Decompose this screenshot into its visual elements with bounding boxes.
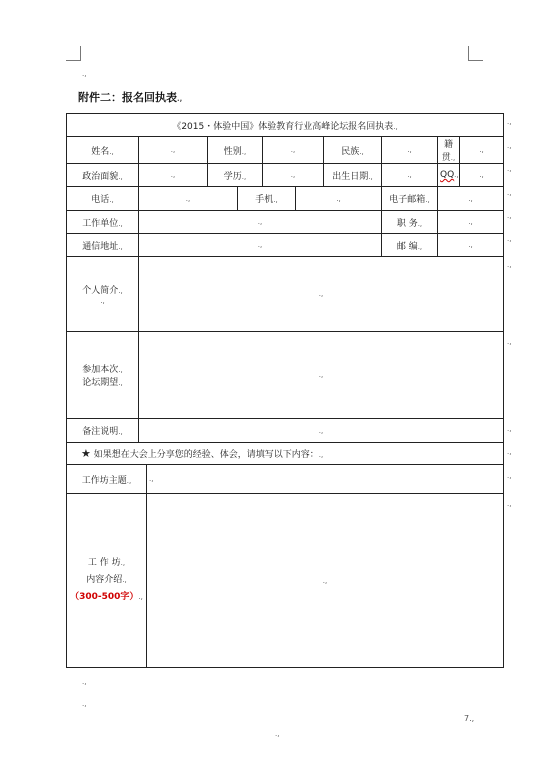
share-invitation: ★ 如果想在大会上分享您的经验、体会，请填写以下内容：., xyxy=(67,443,504,465)
political-status-label: 政治面貌., xyxy=(67,164,139,187)
birthdate-field[interactable]: ., xyxy=(382,164,438,187)
email-label: 电子邮箱., xyxy=(382,187,438,211)
crop-mark-top-right xyxy=(468,46,483,61)
employer-label: 工作单位., xyxy=(67,211,139,234)
row-end-mark: ., xyxy=(507,235,512,243)
row-end-mark: ., xyxy=(507,142,512,150)
remarks-field[interactable]: ., xyxy=(139,419,504,443)
row-end-mark: ., xyxy=(507,425,512,433)
position-label: 职 务., xyxy=(382,211,438,234)
employer-field[interactable]: ., xyxy=(139,211,382,234)
row-end-mark: ., xyxy=(507,500,512,508)
workshop-intro-field[interactable]: ., xyxy=(147,494,504,668)
ethnic-label: 民族., xyxy=(324,137,382,164)
phone-field[interactable]: ., xyxy=(139,187,238,211)
position-field[interactable]: ., xyxy=(438,211,504,234)
footer-paragraph-mark: ., xyxy=(275,730,280,738)
birthdate-label: 出生日期., xyxy=(324,164,382,187)
bio-label: 个人简介., ., xyxy=(67,257,139,332)
education-label: 学历., xyxy=(208,164,263,187)
native-place-label: 籍贯., xyxy=(438,137,460,164)
registration-form-table xyxy=(66,113,504,668)
postcode-label: 邮 编., xyxy=(382,234,438,257)
attachment-heading: 附件二：报名回执表., xyxy=(78,91,183,104)
ethnic-field[interactable]: ., xyxy=(382,137,438,164)
native-place-field[interactable]: ., xyxy=(460,137,504,164)
bio-field[interactable]: ., xyxy=(139,257,504,332)
crop-mark-top-left xyxy=(66,46,81,61)
row-end-mark: ., xyxy=(507,448,512,456)
gender-label: 性别., xyxy=(208,137,263,164)
qq-field[interactable]: ., xyxy=(460,164,504,187)
star-icon: ★ xyxy=(81,447,91,460)
page-number: 7., xyxy=(464,714,475,723)
forum-expectation-label: 参加本次., 论坛期望., xyxy=(67,332,139,419)
forum-expectation-field[interactable]: ., xyxy=(139,332,504,419)
row-end-mark: ., xyxy=(507,261,512,269)
education-field[interactable]: ., xyxy=(263,164,324,187)
row-end-mark: ., xyxy=(507,212,512,220)
row-end-mark: ., xyxy=(507,189,512,197)
remarks-label: 备注说明., xyxy=(67,419,139,443)
row-end-mark: ., xyxy=(507,118,512,126)
workshop-intro-label: 工 作 坊., 内容介绍., （300-500字）., xyxy=(67,494,147,668)
paragraph-mark: ., xyxy=(82,678,87,686)
mobile-label: 手机., xyxy=(238,187,296,211)
address-field[interactable]: ., xyxy=(139,234,382,257)
name-field[interactable]: ., xyxy=(139,137,208,164)
postcode-field[interactable]: ., xyxy=(438,234,504,257)
email-field[interactable]: ., xyxy=(438,187,504,211)
address-label: 通信地址., xyxy=(67,234,139,257)
name-label: 姓名., xyxy=(67,137,139,164)
paragraph-mark: ., xyxy=(82,700,87,708)
qq-label: QQ., xyxy=(438,164,460,187)
row-end-mark: ., xyxy=(507,165,512,173)
row-end-mark: ., xyxy=(507,472,512,480)
table-title: 《2015・体验中国》体验教育行业高峰论坛报名回执表., xyxy=(67,114,504,137)
paragraph-mark: ., xyxy=(82,70,87,78)
workshop-topic-label: 工作坊主题., xyxy=(67,465,147,494)
political-status-field[interactable]: ., xyxy=(139,164,208,187)
workshop-topic-field[interactable]: ., xyxy=(147,465,504,494)
gender-field[interactable]: ., xyxy=(263,137,324,164)
mobile-field[interactable]: ., xyxy=(296,187,382,211)
row-end-mark: ., xyxy=(507,338,512,346)
phone-label: 电话., xyxy=(67,187,139,211)
